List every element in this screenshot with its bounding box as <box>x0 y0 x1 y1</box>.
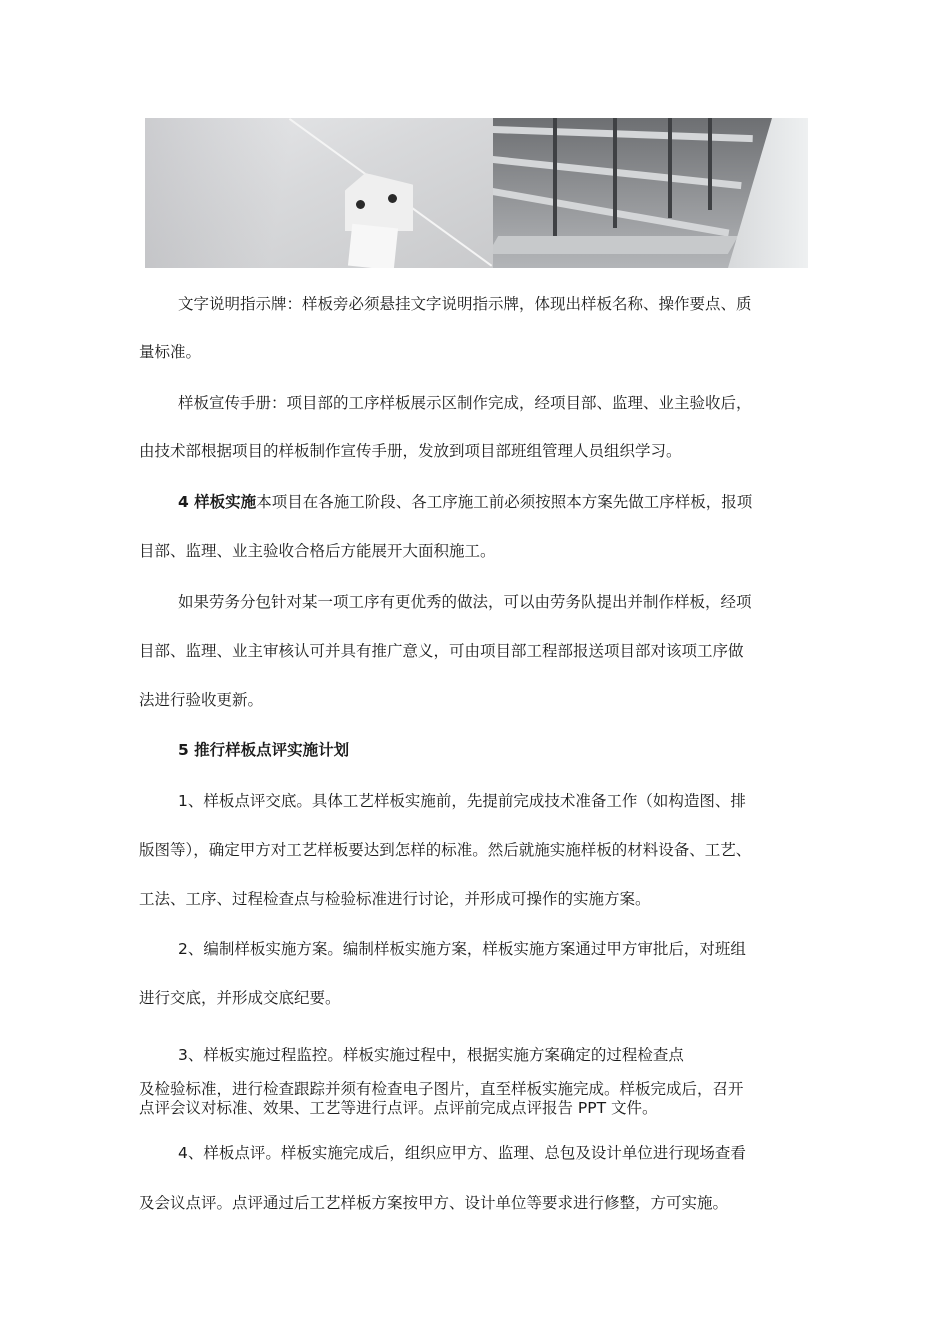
paragraph-subcontract-line3: 法进行验收更新。 <box>139 691 264 709</box>
paragraph-manual-line2: 由技术部根据项目的样板制作宣传手册，发放到项目部班组管理人员组织学习。 <box>139 442 682 460</box>
item-2-line1: 2、编制样板实施方案。编制样板实施方案，样板实施方案通过甲方审批后，对班组 <box>178 940 746 958</box>
hanger-rod <box>553 118 557 238</box>
section-4-line1 <box>178 490 829 514</box>
hanger-rod <box>613 118 617 228</box>
section-5-heading <box>178 738 829 762</box>
ceiling-beam <box>493 156 742 189</box>
paragraph-manual-line1: 样板宣传手册：项目部的工序样板展示区制作完成，经项目部、监理、业主验收后， <box>178 394 752 412</box>
paragraph-sign-line2: 量标准。 <box>139 343 202 361</box>
paragraph-sign-line1: 文字说明指示牌：样板旁必须悬挂文字说明指示牌，体现出样板名称、操作要点、质 <box>178 295 752 313</box>
bracket-hole-right <box>388 194 397 203</box>
ceiling-duct <box>493 236 738 254</box>
bracket-tag <box>348 224 398 268</box>
bracket-hole-left <box>356 200 365 209</box>
ceiling-beam <box>493 188 729 237</box>
item-3-line1: 3、样板实施过程监控。样板实施过程中，根据实施方案确定的过程检查点 <box>178 1046 684 1064</box>
item-1-line2: 版图等），确定甲方对工艺样板要达到怎样的标准。然后就施实施样板的材料设备、工艺、 <box>139 841 752 859</box>
section-5-heading-text: 5 推行样板点评实施计划 <box>178 741 350 759</box>
paragraph-subcontract-line2: 目部、监理、业主审核认可并具有推广意义，可由项目部工程部报送项目部对该项工序做 <box>139 642 744 660</box>
item-4-line1: 4、样板点评。样板实施完成后，组织应甲方、监理、总包及设计单位进行现场查看 <box>178 1144 746 1162</box>
paragraph-subcontract-line1: 如果劳务分包针对某一项工序有更优秀的做法，可以由劳务队提出并制作样板，经项 <box>178 593 752 611</box>
item-3-line3: 点评会议对标准、效果、工艺等进行点评。点评前完成点评报告 PPT 文件。 <box>139 1099 658 1117</box>
item-1-line3: 工法、工序、过程检查点与检验标准进行讨论，并形成可操作的实施方案。 <box>139 890 651 908</box>
item-2-line2: 进行交底，并形成交底纪要。 <box>139 989 341 1007</box>
sample-photos <box>145 118 808 268</box>
section-4-heading: 4 样板实施 <box>178 493 257 511</box>
ceiling-frame-photo <box>493 118 808 268</box>
hanger-rod <box>668 118 672 218</box>
section-4-line2: 目部、监理、业主验收合格后方能展开大面积施工。 <box>139 542 496 560</box>
wall-bracket-photo <box>145 118 493 268</box>
hanger-rod <box>708 118 712 210</box>
item-4-line2: 及会议点评。点评通过后工艺样板方案按甲方、设计单位等要求进行修整，方可实施。 <box>139 1194 729 1212</box>
item-1-line1: 1、样板点评交底。具体工艺样板实施前，先提前完成技术准备工作（如构造图、排 <box>178 792 746 810</box>
ceiling-beam <box>493 126 753 142</box>
item-3-line2: 及检验标准，进行检查跟踪并须有检查电子图片，直至样板实施完成。样板完成后，召开 <box>139 1080 744 1098</box>
section-4-text: 本项目在各施工阶段、各工序施工前必须按照本方案先做工序样板，报项 <box>256 493 753 511</box>
